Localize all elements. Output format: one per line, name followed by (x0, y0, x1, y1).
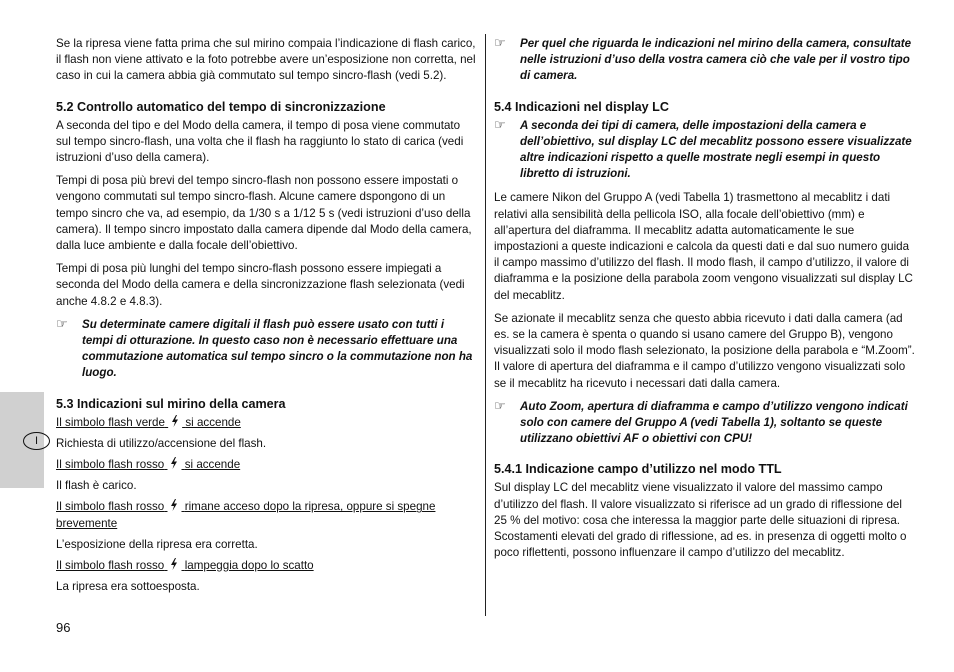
red-flash-state-2: rimane acceso dopo la ripresa, oppure si spegne brevemente (56, 500, 436, 530)
lightning-bolt-icon (170, 457, 178, 469)
section-5-2-note (56, 317, 476, 382)
lightning-bolt-icon (170, 499, 178, 511)
column-divider (485, 34, 486, 616)
left-column (56, 36, 476, 600)
red-flash-line-1 (56, 457, 476, 473)
pointing-hand-icon: ☞ (56, 315, 68, 331)
pointing-hand-icon: ☞ (494, 116, 506, 132)
section-5-2-paragraph-2: Tempi di posa più brevi del tempo sincro-flash non possono essere impostati o vengono commutati sul tempo sincro-flash. Alcune camere dspongono di un tempo sincro che va, ad esempio, da 1/30 s a 1/12 5 s (vedi istruzioni d’uso della camera). Il tempo sincro impostato dalla camera dipende dal Modo della camera, dalla luce ambiente e dalla focale dell’obiettivo. (56, 174, 472, 253)
section-5-4-note-text: A seconda dei tipi di camera, delle impostazioni della camera e dell’obiettivo, sul display LC del mecablitz possono essere visualizzate altre indicazioni rispetto a quelle mostrate negli esempi in questo libretto di istruzioni. (520, 118, 912, 181)
page-number: 96 (56, 620, 71, 635)
red-flash-text-1: Il simbolo flash rosso (56, 458, 165, 472)
section-5-4-1-paragraph: Sul display LC del mecablitz viene visualizzato il valore del massimo campo d’utilizzo del flash. Il valore visualizzato si riferisce ad un grado di riflessione del 25 % del motivo: cosa che interessa la maggior parte delle situazioni di ripresa. Scostamenti elevati del grado di riflessione, ad es. in presenza di oggetti molto o poco riflettenti, possono influenzare il campo d’utilizzo del mecablitz. (494, 481, 907, 560)
section-5-4-heading: 5.4 Indicazioni nel display LC (494, 99, 669, 114)
section-5-4-note-2 (494, 399, 916, 448)
red-flash-line-2 (56, 499, 476, 531)
green-flash-line (56, 415, 476, 431)
section-5-2-paragraph-1: A seconda del tipo e del Modo della camera, il tempo di posa viene commutato sul tempo sincro-flash, una volta che il flash ha raggiunto lo stato di carica (vedi istruzioni d’uso della camera). (56, 118, 464, 165)
right-column (494, 36, 916, 568)
green-flash-description: Richiesta di utilizzo/accensione del flash. (56, 436, 267, 450)
language-tab-label: I (23, 432, 50, 450)
red-flash-description-1: Il flash è carico. (56, 479, 137, 493)
viewfinder-note-text: Per quel che riguarda le indicazioni nel mirino della camera, consultate nelle istruzioni d’uso della vostra camera ciò che vale per il vostro tipo di camera. (520, 37, 912, 83)
section-5-4-note-2-text: Auto Zoom, apertura di diaframma e campo d’utilizzo vengono indicati solo con camere del Gruppo A (vedi Tabella 1), soltanto se queste utilizzano obiettivi AF o obiettivi con CPU! (520, 399, 908, 446)
section-5-3-heading: 5.3 Indicazioni sul mirino della camera (56, 396, 286, 411)
pointing-hand-icon: ☞ (494, 397, 506, 413)
red-flash-state-3: lampeggia dopo lo scatto (184, 559, 314, 573)
section-5-2-heading: 5.2 Controllo automatico del tempo di sincronizzazione (56, 99, 386, 114)
section-5-4-paragraph-1: Le camere Nikon del Gruppo A (vedi Tabella 1) trasmettono al mecablitz i dati relativi alla sensibilità della pellicola ISO, alla focale dell’obiettivo (mm) e all’apertura del diaframma. Il mecablitz adatta automaticamente le sue impostazioni a queste indicazioni e calcola da questi dati e dal suo numero guida il campo massimo d’utilizzo del flash. Il modo flash, il campo d’utilizzo, il valore di diaframma e la posizione della parabola zoom vengono visualizzati sul display LC del mecablitz. (494, 191, 913, 302)
green-flash-text: Il simbolo flash verde (56, 415, 165, 429)
red-flash-state-1: si accende (184, 458, 241, 472)
red-flash-text-2: Il simbolo flash rosso (56, 500, 165, 514)
intro-paragraph: Se la ripresa viene fatta prima che sul mirino compaia l’indicazione di flash carico, il flash non viene attivato e la foto potrebbe avere un’esposizione non corretta, nel caso in cui la camera abbia già commutato sul tempo sincro-flash (vedi 5.2). (56, 37, 476, 83)
section-5-4-1-heading: 5.4.1 Indicazione campo d’utilizzo nel modo TTL (494, 462, 782, 477)
green-flash-state: si accende (185, 415, 241, 429)
viewfinder-note (494, 36, 916, 85)
section-5-4-note (494, 118, 916, 183)
lightning-bolt-icon (170, 558, 178, 570)
lightning-bolt-icon (171, 415, 179, 427)
red-flash-description-2: L’esposizione della ripresa era corretta. (56, 537, 258, 551)
pointing-hand-icon: ☞ (494, 35, 506, 50)
section-5-4-paragraph-2: Se azionate il mecablitz senza che questo abbia ricevuto i dati dalla camera (ad es. se la camera è spenta o quando si usano camere del Gruppo B), vengono visualizzati solo il modo flash selezionato, la posizione della parabola e “M.Zoom”. Il valore di apertura del diaframma e il campo d’utilizzo vengono visualizzati solo se il mecablitz ha ricevuto i necessari dati dalla camera. (494, 311, 915, 390)
red-flash-description-3: La ripresa era sottoesposta. (56, 580, 200, 594)
section-5-2-paragraph-3: Tempi di posa più lunghi del tempo sincro-flash possono essere impiegati a seconda del Modo della camera e della sincronizzazione flash selezionata (vedi anche 4.8.2 e 4.8.3). (56, 262, 465, 308)
section-5-2-note-text: Su determinate camere digitali il flash può essere usato con tutti i tempi di otturazione. In questo caso non è necessario effettuare una commutazione automatica sul tempo sincro o la commutazione non ha luogo. (82, 317, 473, 380)
red-flash-text-3: Il simbolo flash rosso (56, 559, 165, 573)
red-flash-line-3 (56, 558, 476, 574)
